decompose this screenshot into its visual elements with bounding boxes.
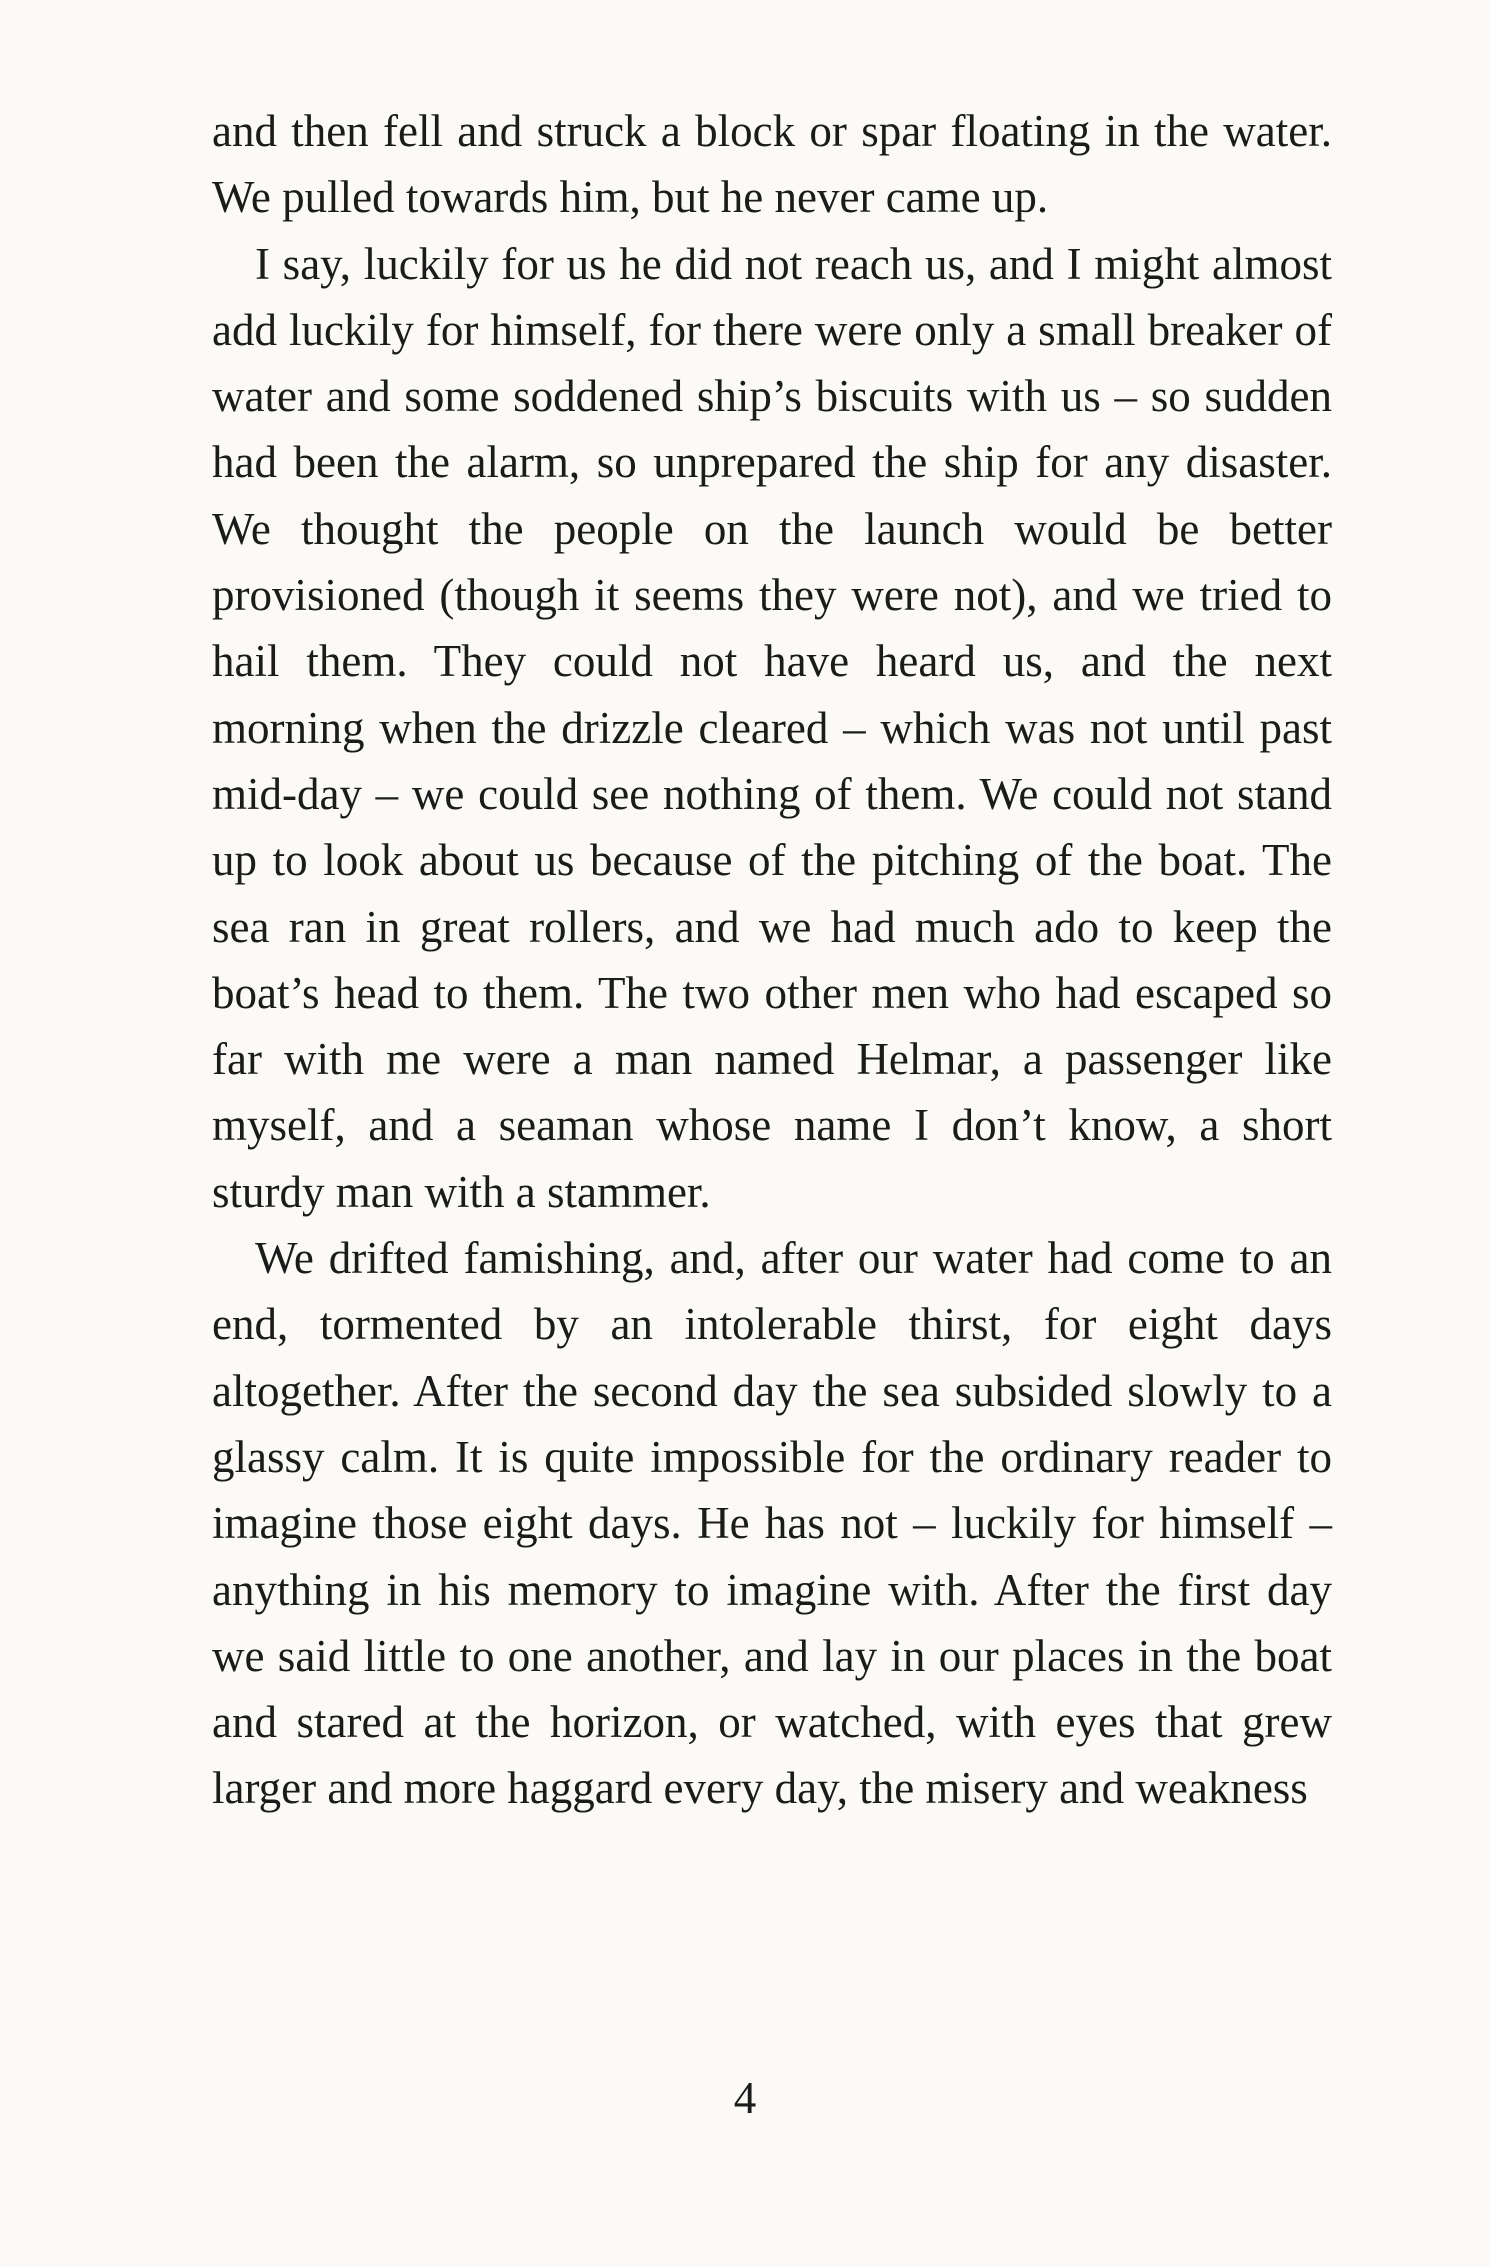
page-number: 4 <box>733 2073 757 2123</box>
paragraph-1: and then fell and struck a block or spar floating in the water. We pulled towards him, but he never came up. <box>212 106 1332 223</box>
page-body <box>212 98 1332 1822</box>
paragraph-3: We drifted famishing, and, after our water had come to an end, tormented by an intolerable thirst, for eight days altogether. After the second day the sea subsided slowly to a glassy calm. It is quite impossible for the ordinary reader to imagine those eight days. He has not – luckily for himself – anything in his memory to imagine with. After the first day we said little to one another, and lay in our places in the boat and stared at the horizon, or watched, with eyes that grew larger and more haggard every day, the misery and weakness <box>212 1233 1332 1814</box>
paragraph-2: I say, luckily for us he did not reach us, and I might almost add luckily for himself, for there were only a small breaker of water and some soddened ship’s biscuits with us – so sudden had been the alarm, so unprepared the ship for any disaster. We thought the people on the launch would be better provisioned (though it seems they were not), and we tried to hail them. They could not have heard us, and the next morning when the drizzle cleared – which was not until past mid-day – we could see nothing of them. We could not stand up to look about us because of the pitching of the boat. The sea ran in great rollers, and we had much ado to keep the boat’s head to them. The two other men who had escaped so far with me were a man named Helmar, a passenger like myself, and a seaman whose name I don’t know, a short sturdy man with a stammer. <box>212 238 1332 1217</box>
